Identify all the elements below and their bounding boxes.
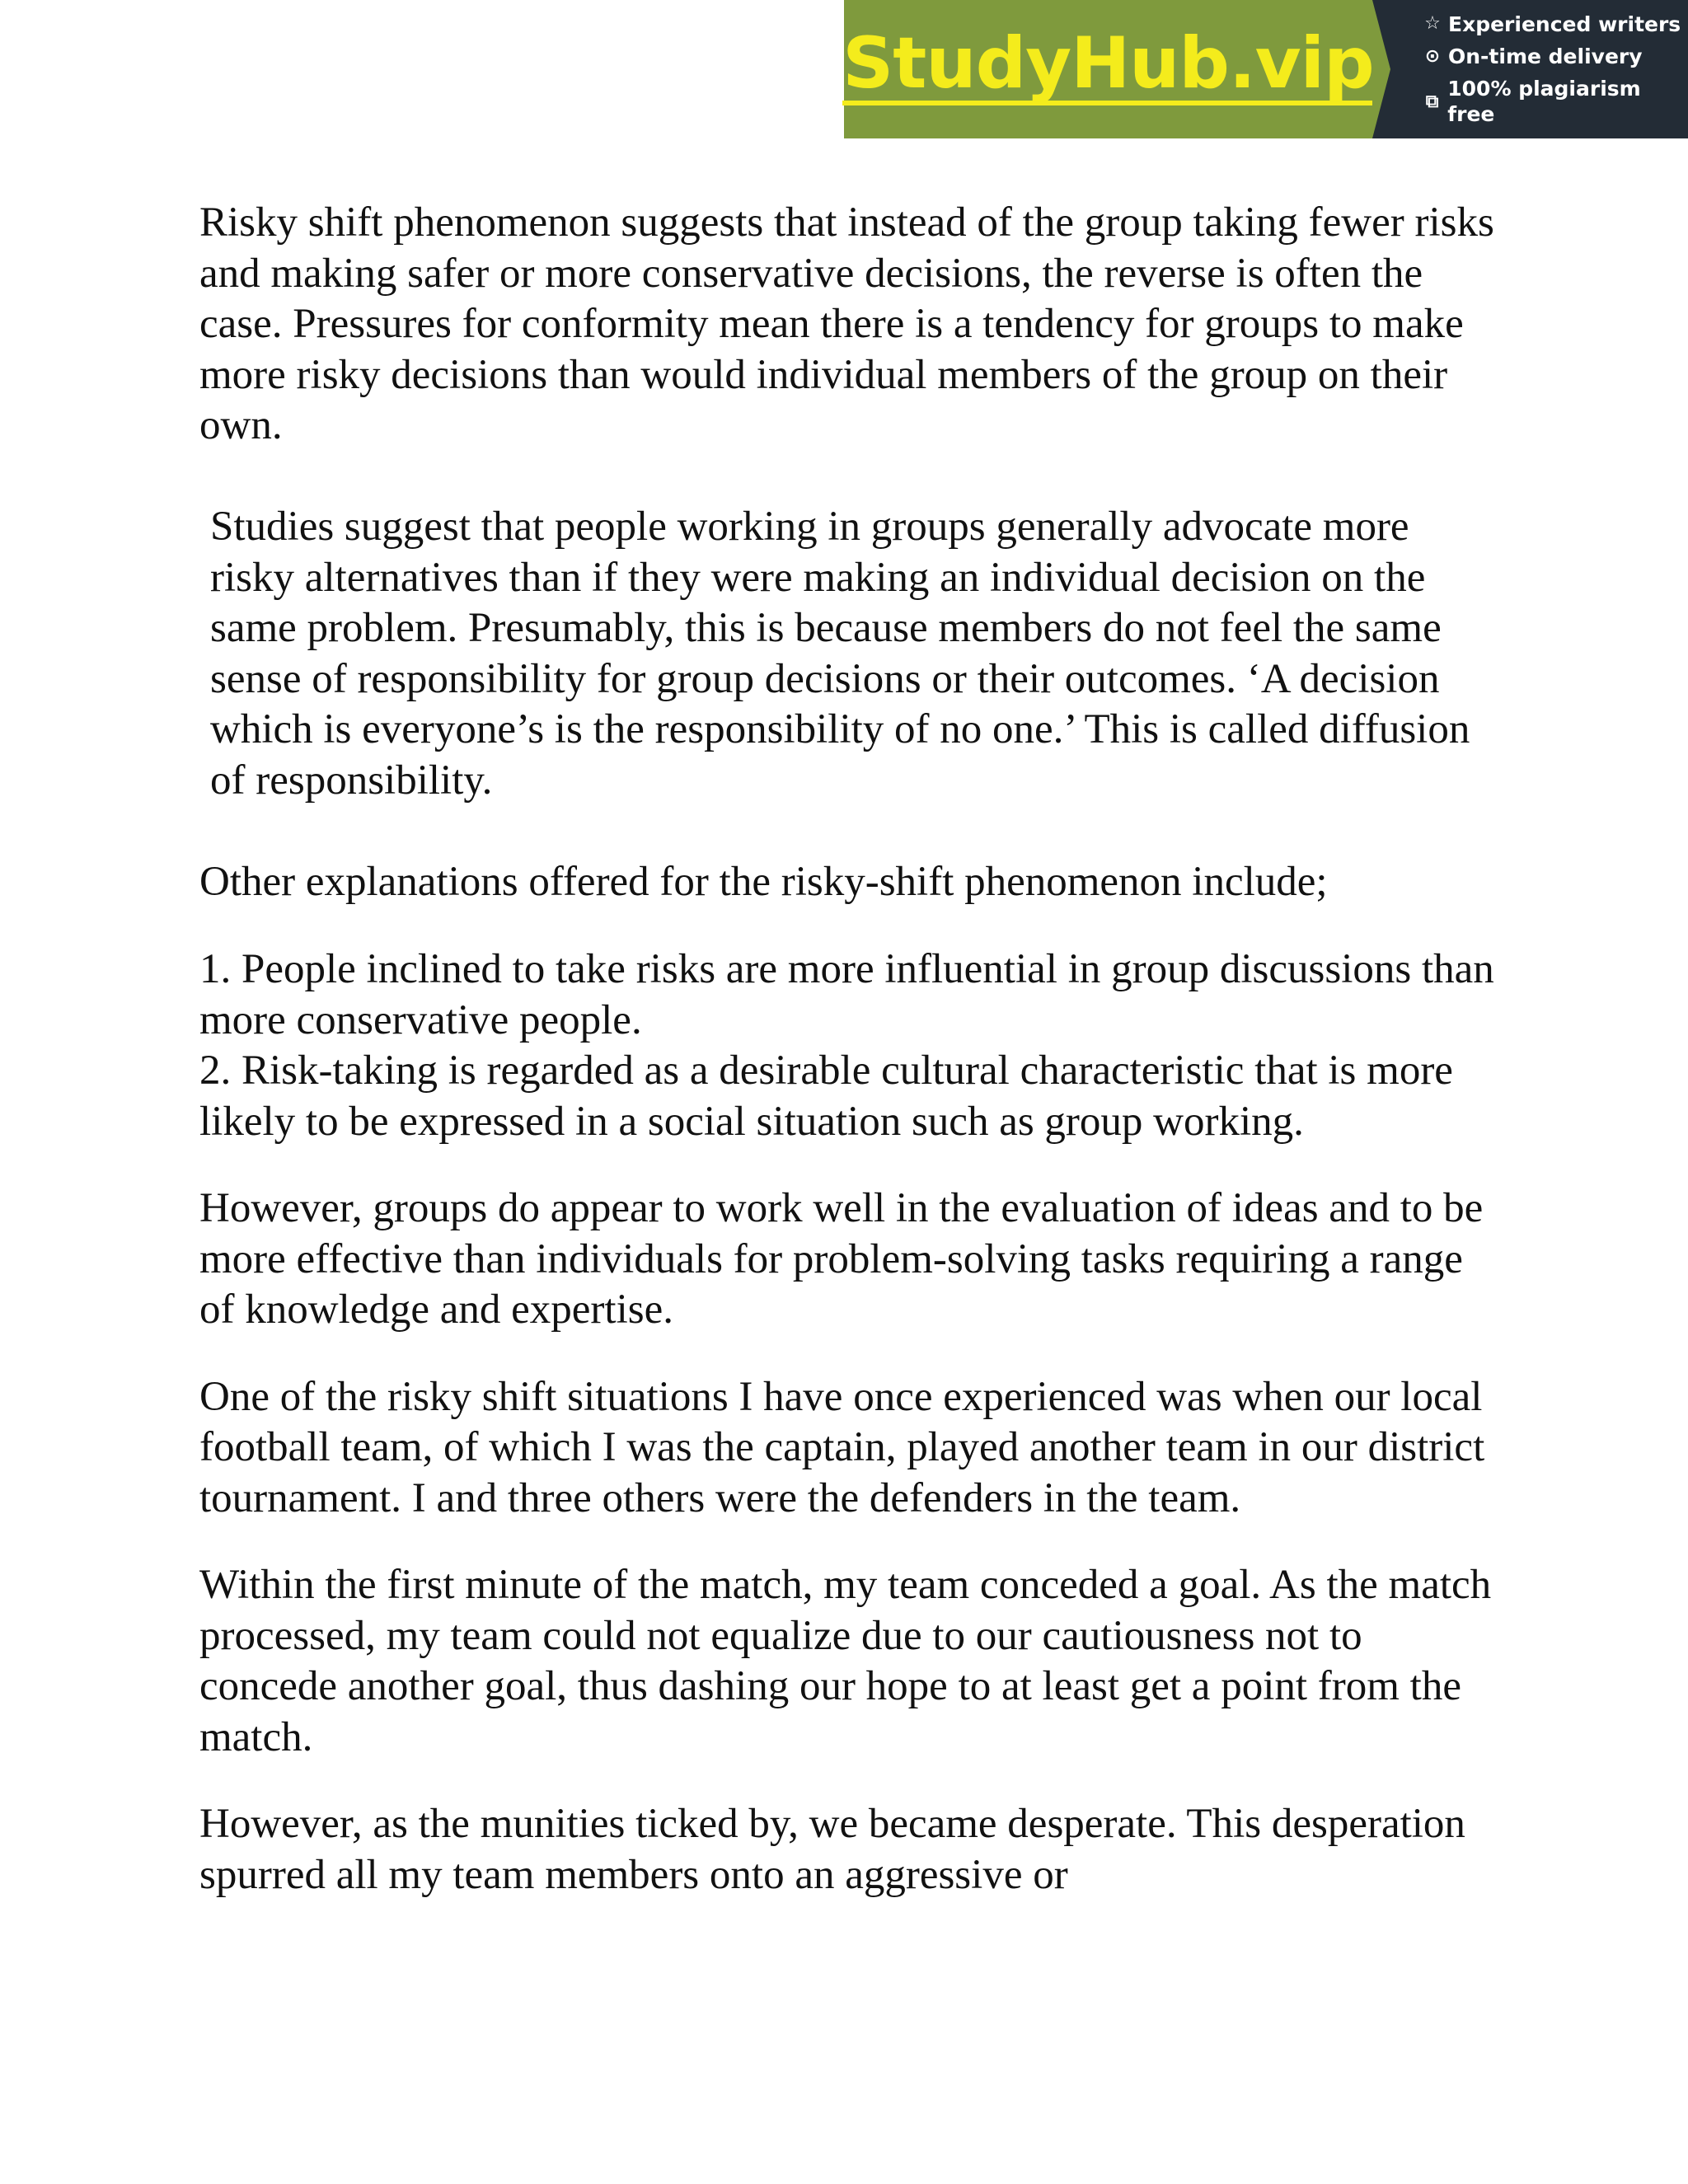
paragraph-football-experience: One of the risky shift situations I have once experienced was when our local football team, of which I was the captain, played another team in our district tournament. I and three others were the defenders in the team. <box>199 1373 1485 1521</box>
paragraph-other-explanations: Other explanations offered for the risky-shift phenomenon include; <box>199 858 1328 905</box>
paragraph-groups-evaluation: However, groups do appear to work well in the evaluation of ideas and to be more effective than individuals for problem-solving tasks requiring a range of knowledge and expertise. <box>199 1185 1484 1333</box>
feature-experienced-writers <box>1422 12 1688 37</box>
paragraph-studies: Studies suggest that people working in groups generally advocate more risky alternatives than if they were making an individual decision on the same problem. Presumably, this is because members do not feel the same sense of responsibility for group decisions or their outcomes. ‘A decision which is everyone’s is the responsibility of no one.’ This is called diffusion of responsibility. <box>210 504 1470 804</box>
list-item-2: 2. Risk-taking is regarded as a desirable cultural characteristic that is more likely to be expressed in a social situation such as group working. <box>199 1047 1453 1145</box>
brand-name: StudyHub.vip <box>842 22 1374 105</box>
clock-icon: ⊙ <box>1424 45 1441 67</box>
brand-logo[interactable] <box>844 0 1372 138</box>
copy-icon: ⧉ <box>1425 91 1439 112</box>
star-icon: ☆ <box>1424 13 1441 35</box>
list-item-1: 1. People inclined to take risks are more influential in group discussions than more conservative people. <box>199 946 1494 1043</box>
paragraph-risky-shift-intro: Risky shift phenomenon suggests that instead of the group taking fewer risks and making safer or more conservative decisions, the reverse is often the case. Pressures for conformity mean there is a tendency for groups to make more risky decisions than would individual members of the group on their own. <box>199 199 1494 448</box>
paragraph-desperation: However, as the munities ticked by, we became desperate. This desperation spurred all my team members onto an aggressive or <box>199 1801 1465 1898</box>
paragraph-first-minute: Within the first minute of the match, my team conceded a goal. As the match processed, my team could not equalize due to our cautiousness not to concede another goal, thus dashing our hope to at least get a point from the match. <box>199 1562 1492 1760</box>
studyhub-banner[interactable] <box>844 0 1688 138</box>
document-body <box>199 198 1502 1900</box>
feature-plagiarism-free <box>1422 76 1688 128</box>
feature-on-time-delivery <box>1422 44 1688 69</box>
brand-arrow-shape <box>1372 0 1390 138</box>
feature-list <box>1372 0 1688 138</box>
feature-label: On-time delivery <box>1448 44 1643 68</box>
feature-label: Experienced writers <box>1448 12 1681 36</box>
feature-label: 100% plagiarism free <box>1447 77 1641 127</box>
